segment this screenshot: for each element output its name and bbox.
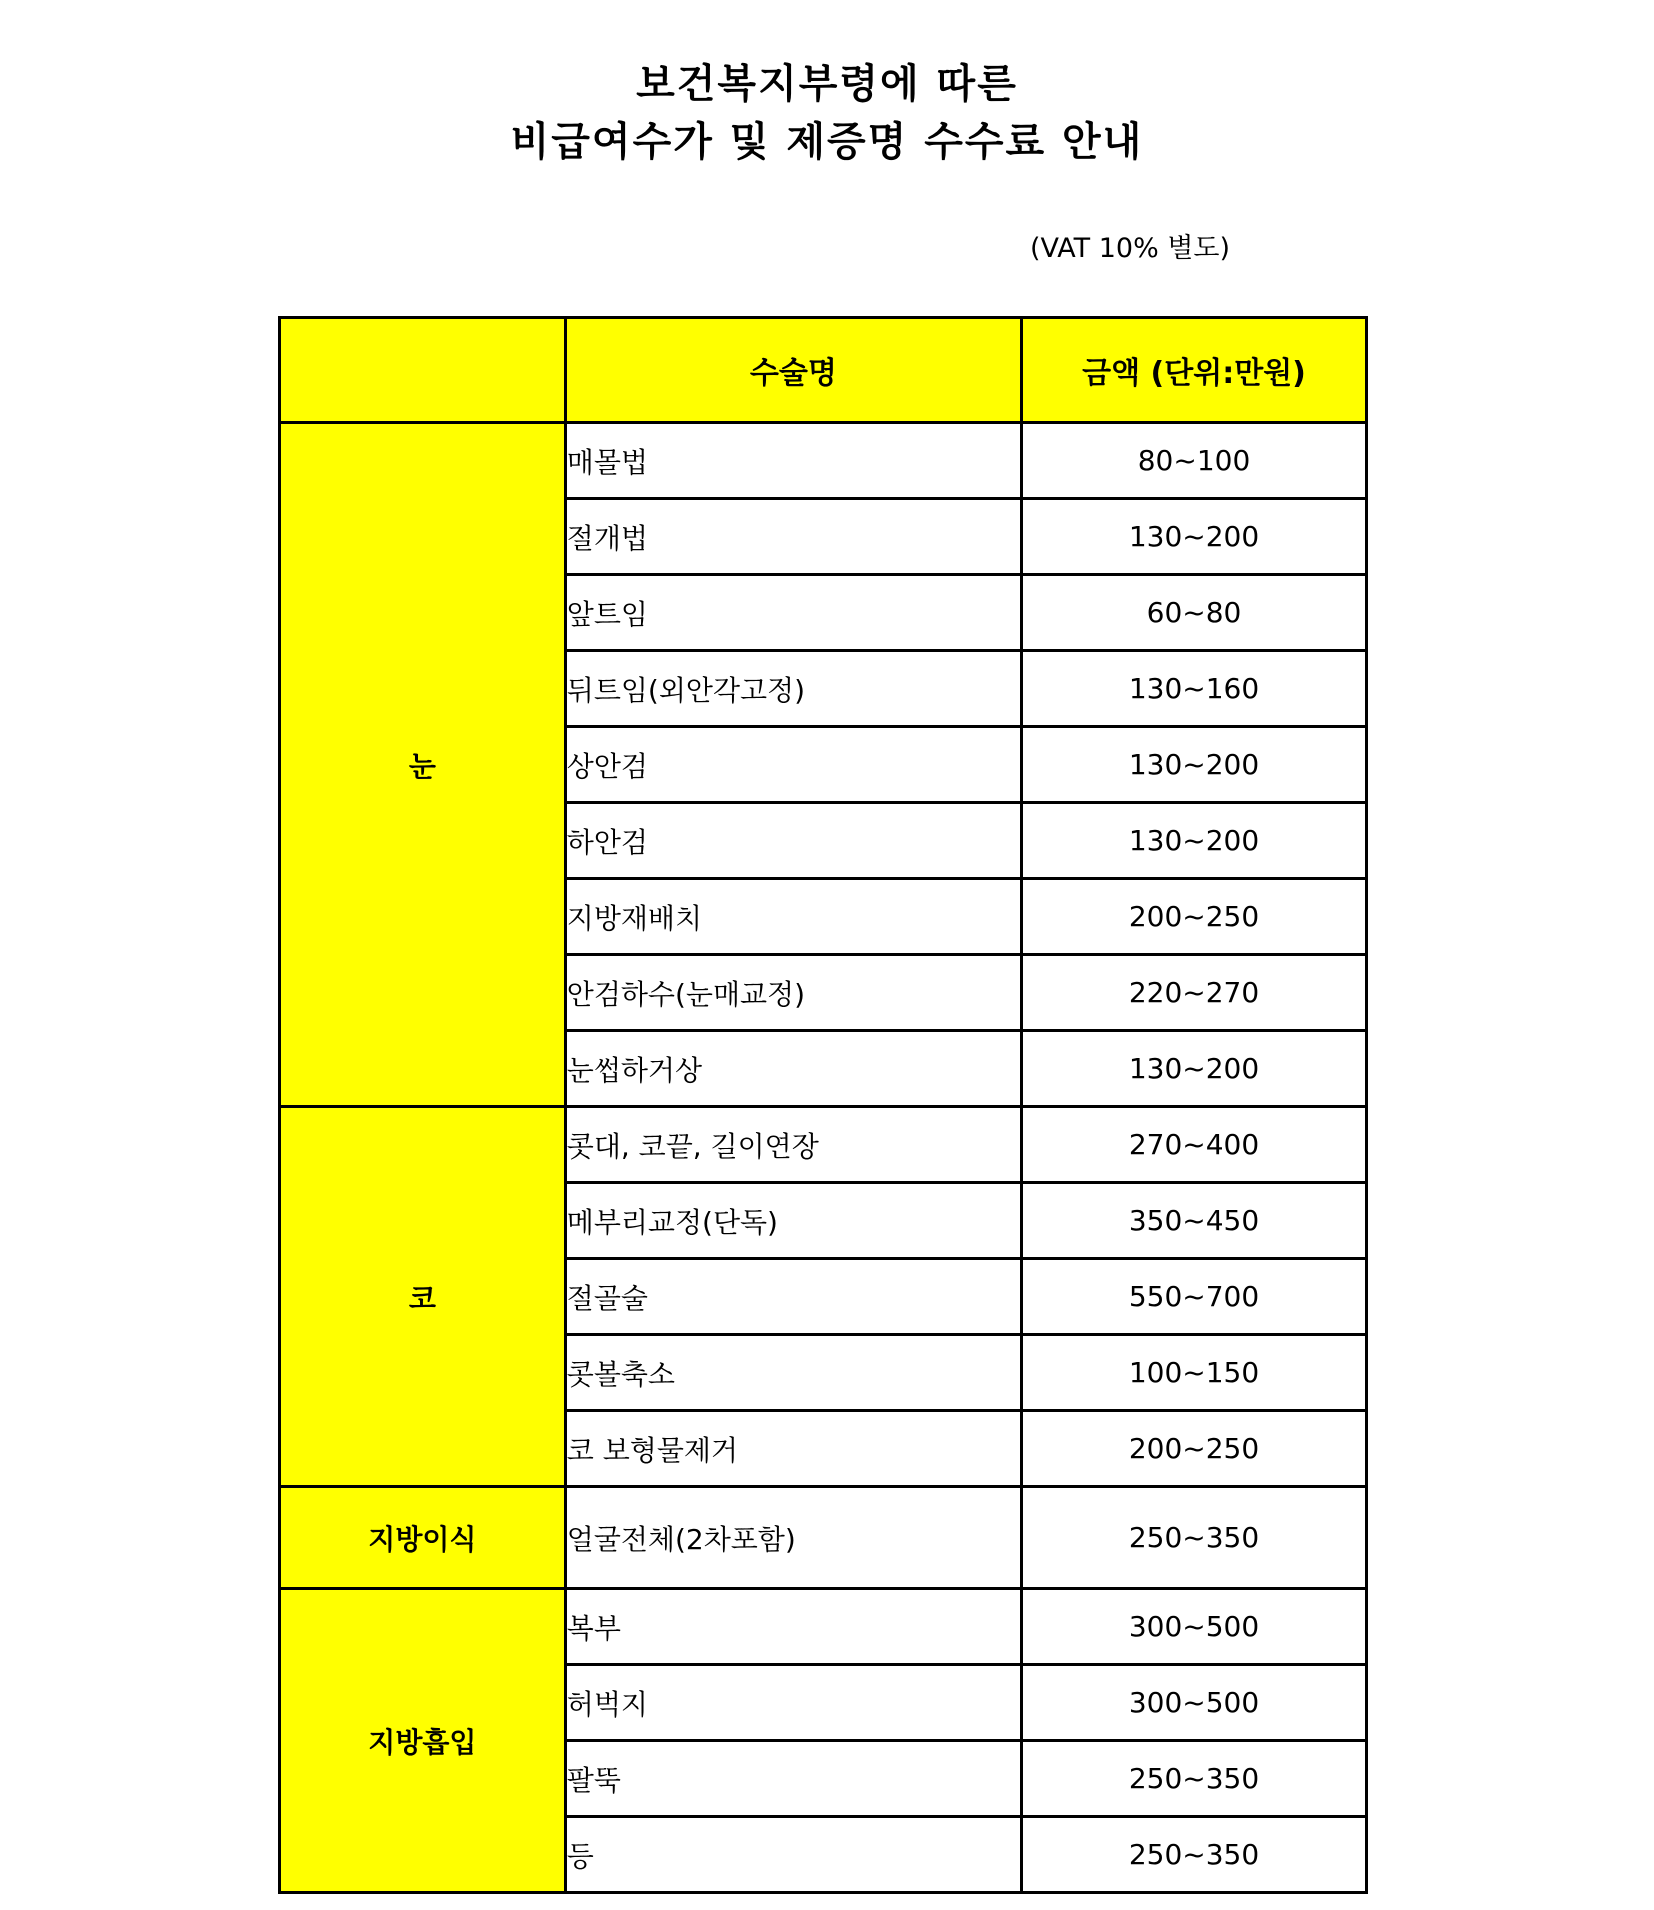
procedure-price: 220~270 [1022,955,1367,1031]
vat-note: (VAT 10% 별도) [1030,233,1231,264]
procedure-price: 350~450 [1022,1183,1367,1259]
procedure-name: 코 보형물제거 [565,1411,1021,1487]
procedure-name: 등 [565,1817,1021,1893]
procedure-price: 130~200 [1022,499,1367,575]
procedure-name: 메부리교정(단독) [565,1183,1021,1259]
procedure-name: 절골술 [565,1259,1021,1335]
procedure-price: 270~400 [1022,1107,1367,1183]
procedure-name: 콧볼축소 [565,1335,1021,1411]
procedure-name: 하안검 [565,803,1021,879]
procedure-name: 눈썹하거상 [565,1031,1021,1107]
procedure-name: 얼굴전체(2차포함) [565,1487,1021,1589]
procedure-price: 80~100 [1022,423,1367,499]
procedure-price: 300~500 [1022,1665,1367,1741]
table-row [280,1107,1367,1183]
procedure-name: 지방재배치 [565,879,1021,955]
page-title-line-1: 보건복지부령에 따른 [636,61,1018,107]
header-price: 금액 (단위:만원) [1022,318,1367,423]
category-fat-graft: 지방이식 [280,1487,566,1589]
procedure-price: 200~250 [1022,879,1367,955]
procedure-price: 250~350 [1022,1741,1367,1817]
table-row [280,1487,1367,1589]
procedure-price: 300~500 [1022,1589,1367,1665]
procedure-name: 팔뚝 [565,1741,1021,1817]
fee-table [278,316,1368,1894]
procedure-price: 550~700 [1022,1259,1367,1335]
header-procedure: 수술명 [565,318,1021,423]
table-header-row [280,318,1367,423]
procedure-name: 상안검 [565,727,1021,803]
procedure-name: 허벅지 [565,1665,1021,1741]
category-liposuction: 지방흡입 [280,1589,566,1893]
procedure-price: 200~250 [1022,1411,1367,1487]
procedure-price: 100~150 [1022,1335,1367,1411]
procedure-price: 130~200 [1022,1031,1367,1107]
header-category [280,318,566,423]
procedure-name: 콧대, 코끝, 길이연장 [565,1107,1021,1183]
procedure-price: 250~350 [1022,1817,1367,1893]
procedure-price: 250~350 [1022,1487,1367,1589]
procedure-name: 뒤트임(외안각고정) [565,651,1021,727]
category-nose: 코 [280,1107,566,1487]
procedure-price: 130~160 [1022,651,1367,727]
procedure-price: 130~200 [1022,803,1367,879]
procedure-name: 매몰법 [565,423,1021,499]
category-eye: 눈 [280,423,566,1107]
procedure-name: 절개법 [565,499,1021,575]
procedure-name: 복부 [565,1589,1021,1665]
procedure-price: 60~80 [1022,575,1367,651]
procedure-name: 앞트임 [565,575,1021,651]
page-title-line-2: 비급여수가 및 제증명 수수료 안내 [510,119,1144,165]
procedure-price: 130~200 [1022,727,1367,803]
table-row [280,423,1367,499]
procedure-name: 안검하수(눈매교정) [565,955,1021,1031]
table-row [280,1589,1367,1665]
